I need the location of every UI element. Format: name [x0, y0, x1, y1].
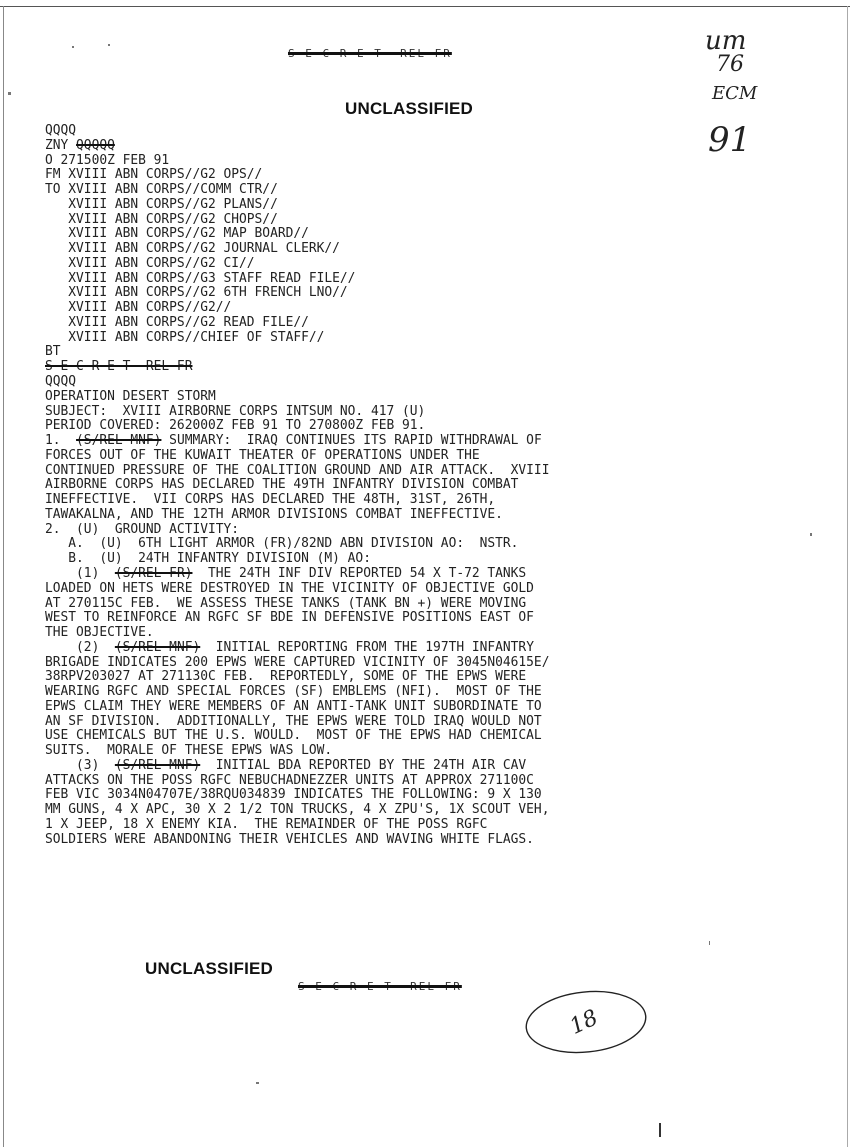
message-line	[45, 523, 745, 538]
message-line	[45, 331, 745, 346]
message-line	[45, 360, 745, 375]
header-marking-struck: S E C R E T REL FR	[288, 47, 452, 60]
struck-classification-marking: QQQQQ	[76, 137, 115, 153]
message-line-text: XVIII ABN CORPS//G2 PLANS//	[45, 196, 278, 212]
message-line	[45, 818, 745, 833]
message-line-text: FEB VIC 3034N04707E/38RQU034839 INDICATES THE FOLLOWING: 9 X 130	[45, 787, 542, 803]
message-line	[45, 257, 745, 272]
message-line-prefix: (1)	[45, 565, 115, 581]
message-line-text: PERIOD COVERED: 262000Z FEB 91 TO 270800Z FEB 91.	[45, 418, 426, 434]
message-line-text: BRIGADE INDICATES 200 EPWS WERE CAPTURED VICINITY OF 3045N04615E/	[45, 654, 550, 670]
message-line-text: TO XVIII ABN CORPS//COMM CTR//	[45, 182, 278, 198]
footer-marking-struck: S E C R E T REL FR	[298, 980, 462, 993]
message-line	[45, 641, 745, 656]
message-line	[45, 744, 745, 759]
message-line	[45, 803, 745, 818]
message-line	[45, 611, 745, 626]
struck-classification-marking: (S/REL MNF)	[114, 757, 201, 773]
message-line	[45, 242, 745, 257]
page-border-top	[0, 6, 850, 7]
message-line	[45, 316, 745, 331]
message-line	[45, 154, 745, 169]
struck-classification-marking: (S/REL MNF)	[114, 639, 201, 655]
message-line	[45, 788, 745, 803]
message-line-text: LOADED ON HETS WERE DESTROYED IN THE VICINITY OF OBJECTIVE GOLD	[45, 580, 534, 596]
message-line	[45, 626, 745, 641]
message-line-text: XVIII ABN CORPS//CHIEF OF STAFF//	[45, 329, 325, 345]
message-line	[45, 449, 745, 464]
message-line-text: SUITS. MORALE OF THESE EPWS WAS LOW.	[45, 743, 333, 759]
message-line	[45, 537, 745, 552]
message-line	[45, 567, 745, 582]
message-line	[45, 582, 745, 597]
message-line-text: XVIII ABN CORPS//G3 STAFF READ FILE//	[45, 270, 356, 286]
message-line-text: O 271500Z FEB 91	[45, 152, 170, 168]
message-line	[45, 272, 745, 287]
message-line	[45, 833, 745, 848]
scan-speck	[8, 92, 11, 95]
scan-speck	[256, 1082, 259, 1084]
classification-bottom: UNCLASSIFIED	[145, 959, 274, 978]
message-line-text: QQQQ	[45, 374, 77, 390]
message-line-text: AN SF DIVISION. ADDITIONALLY, THE EPWS WERE TOLD IRAQ WOULD NOT	[45, 713, 542, 729]
message-line-text: OPERATION DESERT STORM	[45, 388, 216, 404]
message-line-text: SOLDIERS WERE ABANDONING THEIR VEHICLES AND WAVING WHITE FLAGS.	[45, 831, 534, 847]
message-line-text: XVIII ABN CORPS//G2//	[45, 300, 232, 316]
handwritten-note-3: ECM	[712, 83, 758, 104]
scan-speck	[108, 44, 110, 46]
message-line-text: WEARING RGFC AND SPECIAL FORCES (SF) EMBLEMS (NFI). MOST OF THE	[45, 684, 542, 700]
message-line-prefix: 1.	[45, 433, 77, 449]
message-line-text: A. (U) 6TH LIGHT ARMOR (FR)/82ND ABN DIVISION AO: NSTR.	[45, 536, 519, 552]
message-line	[45, 405, 745, 420]
page-border-right	[847, 6, 848, 1147]
message-line	[45, 345, 745, 360]
message-line-text: CONTINUED PRESSURE OF THE COALITION GROUND AND AIR ATTACK. XVIII	[45, 462, 550, 478]
message-line	[45, 183, 745, 198]
message-line-text: XVIII ABN CORPS//G2 JOURNAL CLERK//	[45, 241, 340, 257]
message-line	[45, 464, 745, 479]
handwritten-note-4: 91	[708, 120, 752, 160]
message-line-prefix: (3)	[45, 757, 115, 773]
message-line-text: MM GUNS, 4 X APC, 30 X 2 1/2 TON TRUCKS, 4 X ZPU'S, 1X SCOUT VEH,	[45, 802, 550, 818]
message-line-text: FORCES OUT OF THE KUWAIT THEATER OF OPERATIONS UNDER THE	[45, 447, 480, 463]
message-line	[45, 375, 745, 390]
message-line-text: SUMMARY: IRAQ CONTINUES ITS RAPID WITHDRAWAL OF	[161, 433, 542, 449]
message-line-prefix: (2)	[45, 639, 115, 655]
message-line-text: XVIII ABN CORPS//G2 CI//	[45, 255, 255, 271]
message-line	[45, 301, 745, 316]
handwritten-note-1: um	[705, 26, 747, 56]
message-line-text: TAWAKALNA, AND THE 12TH ARMOR DIVISIONS COMBAT INEFFECTIVE.	[45, 506, 503, 522]
message-line	[45, 774, 745, 789]
message-line	[45, 597, 745, 612]
message-line-text: THE OBJECTIVE.	[45, 625, 154, 641]
message-line	[45, 656, 745, 671]
message-line	[45, 213, 745, 228]
scan-speck	[72, 46, 74, 48]
message-line	[45, 759, 745, 774]
message-line	[45, 286, 745, 301]
struck-classification-marking: (S/REL FR)	[114, 565, 193, 581]
page-number-text: 18	[566, 1005, 602, 1040]
message-line	[45, 493, 745, 508]
message-line-text: XVIII ABN CORPS//G2 6TH FRENCH LNO//	[45, 285, 348, 301]
message-line-text: INITIAL BDA REPORTED BY THE 24TH AIR CAV	[200, 757, 527, 773]
message-line-text: FM XVIII ABN CORPS//G2 OPS//	[45, 167, 263, 183]
message-line-text: XVIII ABN CORPS//G2 READ FILE//	[45, 314, 309, 330]
message-line-text: 38RPV203027 AT 271130C FEB. REPORTEDLY, SOME OF THE EPWS WERE	[45, 669, 527, 685]
message-line-text: 1 X JEEP, 18 X ENEMY KIA. THE REMAINDER OF THE POSS RGFC	[45, 816, 488, 832]
message-line	[45, 685, 745, 700]
message-line	[45, 729, 745, 744]
message-body	[45, 124, 745, 848]
message-line-prefix: ZNY	[45, 137, 77, 153]
handwritten-note-2: 76	[716, 52, 744, 77]
message-line	[45, 419, 745, 434]
message-line-text: USE CHEMICALS BUT THE U.S. WOULD. MOST OF THE EPWS HAD CHEMICAL	[45, 728, 542, 744]
message-line-text: B. (U) 24TH INFANTRY DIVISION (M) AO:	[45, 551, 371, 567]
classification-top: UNCLASSIFIED	[345, 99, 474, 118]
scan-speck	[810, 533, 812, 536]
message-line-text: QQQQ	[45, 123, 77, 138]
message-line	[45, 434, 745, 449]
message-line	[45, 227, 745, 242]
message-line	[45, 139, 745, 154]
message-line	[45, 552, 745, 567]
message-line-text: SUBJECT: XVIII AIRBORNE CORPS INTSUM NO. 417 (U)	[45, 403, 426, 419]
struck-classification-marking: (S/REL MNF)	[76, 433, 162, 449]
message-line-text: EPWS CLAIM THEY WERE MEMBERS OF AN ANTI-TANK UNIT SUBORDINATE TO	[45, 698, 542, 714]
message-line-text: XVIII ABN CORPS//G2 MAP BOARD//	[45, 226, 309, 242]
message-line	[45, 124, 745, 139]
scan-speck	[659, 1123, 661, 1137]
page-border-left	[3, 6, 4, 1147]
message-line	[45, 478, 745, 493]
message-line-text: INEFFECTIVE. VII CORPS HAS DECLARED THE 48TH, 31ST, 26TH,	[45, 492, 496, 508]
handwritten-page-number-circle	[520, 978, 650, 1060]
scan-speck	[709, 941, 710, 945]
message-line-text: WEST TO REINFORCE AN RGFC SF BDE IN DEFENSIVE POSITIONS EAST OF	[45, 610, 534, 626]
message-line	[45, 670, 745, 685]
message-line	[45, 508, 745, 523]
message-line	[45, 168, 745, 183]
message-line	[45, 715, 745, 730]
message-line-text: AT 270115C FEB. WE ASSESS THESE TANKS (TANK BN +) WERE MOVING	[45, 595, 527, 611]
message-line	[45, 198, 745, 213]
message-line	[45, 700, 745, 715]
message-line	[45, 390, 745, 405]
struck-classification-marking: S E C R E T REL FR	[45, 359, 193, 375]
message-line-text: THE 24TH INF DIV REPORTED 54 X T-72 TANKS	[192, 565, 527, 581]
message-line-text: ATTACKS ON THE POSS RGFC NEBUCHADNEZZER UNITS AT APPROX 271100C	[45, 772, 534, 788]
message-line-text: INITIAL REPORTING FROM THE 197TH INFANTRY	[200, 639, 534, 655]
message-line-text: BT	[45, 344, 61, 360]
message-line-text: AIRBORNE CORPS HAS DECLARED THE 49TH INFANTRY DIVISION COMBAT	[45, 477, 519, 493]
message-line-text: XVIII ABN CORPS//G2 CHOPS//	[45, 211, 278, 227]
message-line-text: 2. (U) GROUND ACTIVITY:	[45, 521, 240, 537]
